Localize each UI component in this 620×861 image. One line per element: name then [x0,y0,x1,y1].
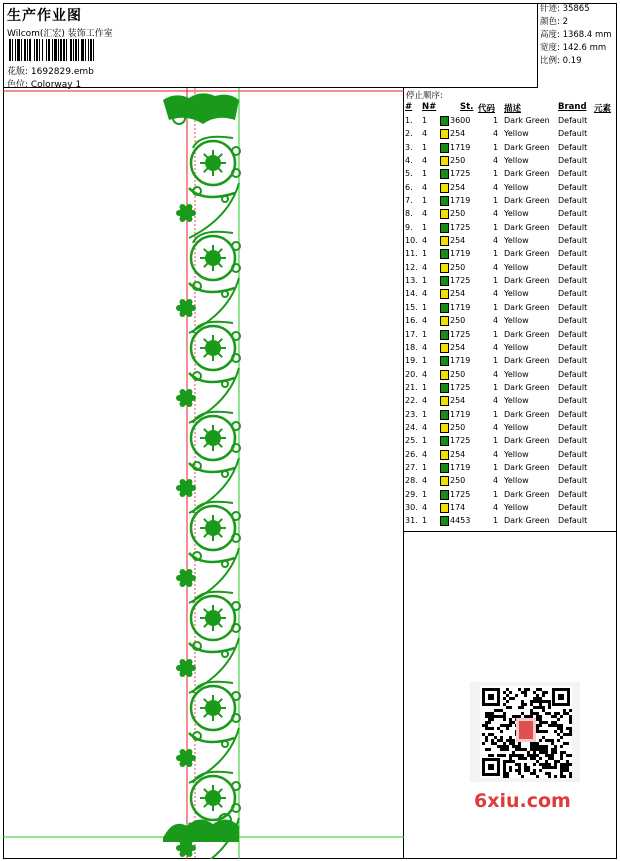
row-needle: 1 [422,516,428,526]
stop-list-row [404,502,617,515]
row-needle: 1 [422,222,428,232]
row-code: 1 [493,356,499,366]
row-desc: Dark Green [504,142,550,152]
color-swatch [440,143,449,153]
row-code: 4 [493,369,499,379]
row-num: 10. [405,236,418,246]
stop-list [404,88,617,532]
row-code: 4 [493,316,499,326]
row-brand: Default [558,462,588,472]
row-brand: Default [558,156,588,166]
row-needle: 4 [422,422,428,432]
color-swatch [440,356,449,366]
stop-list-row [404,155,617,168]
row-brand: Default [558,502,588,512]
row-brand: Default [558,276,588,286]
row-num: 8. [405,209,413,219]
header-panel [3,3,538,88]
row-stitches: 254 [450,129,466,139]
row-stitches: 1719 [450,196,471,206]
row-brand: Default [558,382,588,392]
color-swatch [440,289,449,299]
row-code: 4 [493,396,499,406]
row-stitches: 1719 [450,462,471,472]
col-element: 元素 [594,104,612,114]
row-desc: Yellow [504,182,529,192]
color-swatch [440,450,449,460]
row-num: 9. [405,222,413,232]
stop-list-row [404,409,617,422]
row-stitches: 3600 [450,116,471,125]
row-needle: 1 [422,436,428,446]
stats-panel [538,3,617,88]
row-brand: Default [558,289,588,299]
stop-list-row [404,302,617,315]
col-code: 代码 [478,104,496,114]
row-needle: 4 [422,342,428,352]
colorway-label: 色位: Colorway 1 [7,80,82,90]
row-num: 25. [405,436,418,446]
row-code: 4 [493,422,499,432]
row-desc: Yellow [504,236,529,246]
stop-list-row [404,128,617,141]
color-swatch [440,476,449,486]
stop-list-row [404,168,617,181]
row-desc: Yellow [504,396,529,406]
color-swatch [440,116,449,126]
row-num: 27. [405,462,418,472]
color-swatch [440,303,449,313]
row-desc: Dark Green [504,516,550,526]
row-stitches: 254 [450,449,466,459]
barcode [9,39,143,61]
row-stitches: 4453 [450,516,471,526]
row-num: 17. [405,329,418,339]
row-num: 3. [405,142,413,152]
color-swatch [440,316,449,326]
stop-list-row [404,355,617,368]
row-num: 2. [405,129,413,139]
row-stitches: 1719 [450,142,471,152]
design-file-label: 花版: 1692829.emb [7,67,94,77]
page-title: 生产作业图 [7,8,82,24]
row-stitches: 254 [450,236,466,246]
design-preview [3,88,404,859]
row-stitches: 1725 [450,329,471,339]
row-needle: 1 [422,196,428,206]
row-num: 11. [405,249,418,259]
row-brand: Default [558,489,588,499]
stop-list-row [404,515,617,528]
row-code: 1 [493,489,499,499]
stop-list-row [404,369,617,382]
stop-list-row [404,342,617,355]
row-stitches: 174 [450,502,466,512]
row-needle: 4 [422,236,428,246]
row-desc: Yellow [504,369,529,379]
row-code: 4 [493,236,499,246]
row-num: 20. [405,369,418,379]
row-desc: Yellow [504,422,529,432]
row-desc: Dark Green [504,302,550,312]
row-num: 6. [405,182,413,192]
color-swatch [440,463,449,473]
row-needle: 1 [422,409,428,419]
row-num: 13. [405,276,418,286]
row-desc: Yellow [504,342,529,352]
row-stitches: 1719 [450,249,471,259]
row-code: 1 [493,169,499,179]
color-swatch [440,236,449,246]
row-desc: Dark Green [504,249,550,259]
row-stitches: 250 [450,476,466,486]
color-swatch [440,249,449,259]
stop-list-row [404,329,617,342]
row-stitches: 254 [450,182,466,192]
row-code: 4 [493,449,499,459]
row-code: 1 [493,409,499,419]
row-brand: Default [558,129,588,139]
row-desc: Dark Green [504,382,550,392]
row-brand: Default [558,409,588,419]
row-code: 1 [493,436,499,446]
row-needle: 1 [422,249,428,259]
color-swatch [440,370,449,380]
row-brand: Default [558,449,588,459]
row-code: 4 [493,476,499,486]
row-num: 28. [405,476,418,486]
row-code: 1 [493,516,499,526]
row-brand: Default [558,422,588,432]
row-brand: Default [558,476,588,486]
color-swatch [440,263,449,273]
row-desc: Dark Green [504,436,550,446]
stop-list-row [404,288,617,301]
row-desc: Dark Green [504,462,550,472]
row-desc: Dark Green [504,116,550,125]
color-swatch [440,503,449,513]
row-stitches: 254 [450,289,466,299]
stop-list-row [404,275,617,288]
row-needle: 4 [422,369,428,379]
row-desc: Dark Green [504,196,550,206]
row-needle: 4 [422,129,428,139]
stop-list-row [404,475,617,488]
embroidery-design [3,88,404,859]
row-code: 1 [493,462,499,472]
row-brand: Default [558,436,588,446]
row-desc: Yellow [504,502,529,512]
color-swatch [440,209,449,219]
row-stitches: 1725 [450,489,471,499]
row-needle: 1 [422,302,428,312]
row-brand: Default [558,316,588,326]
row-desc: Dark Green [504,276,550,286]
row-brand: Default [558,116,588,125]
row-needle: 4 [422,209,428,219]
row-needle: 4 [422,182,428,192]
stop-list-row [404,315,617,328]
row-brand: Default [558,182,588,192]
row-stitches: 1725 [450,382,471,392]
col-desc: 描述 [504,104,522,114]
stat-width: 宽度: 142.6 mm [540,43,607,53]
row-code: 1 [493,382,499,392]
row-brand: Default [558,169,588,179]
stop-list-row [404,422,617,435]
row-desc: Yellow [504,449,529,459]
row-code: 1 [493,249,499,259]
row-brand: Default [558,396,588,406]
row-stitches: 250 [450,209,466,219]
col-num: # [405,102,413,112]
row-num: 23. [405,409,418,419]
row-num: 31. [405,516,418,526]
row-desc: Yellow [504,289,529,299]
row-needle: 1 [422,489,428,499]
row-needle: 1 [422,329,428,339]
color-swatch [440,223,449,233]
qr-code [470,682,580,782]
stop-list-row [404,142,617,155]
row-code: 4 [493,342,499,352]
color-swatch [440,343,449,353]
stop-list-row [404,462,617,475]
row-stitches: 1719 [450,409,471,419]
row-num: 7. [405,196,413,206]
row-stitches: 250 [450,369,466,379]
stat-scale: 比例: 0.19 [540,56,582,66]
stop-list-header [404,102,617,114]
stat-stitches: 针迹: 35865 [540,4,590,14]
row-desc: Dark Green [504,169,550,179]
row-code: 4 [493,156,499,166]
row-desc: Dark Green [504,356,550,366]
row-needle: 4 [422,156,428,166]
row-desc: Yellow [504,209,529,219]
row-needle: 4 [422,289,428,299]
row-code: 1 [493,116,499,125]
lace-pattern [163,93,240,859]
row-needle: 1 [422,356,428,366]
row-brand: Default [558,342,588,352]
col-brand: Brand [558,102,587,112]
row-desc: Yellow [504,129,529,139]
row-num: 5. [405,169,413,179]
color-swatch [440,129,449,139]
row-needle: 4 [422,316,428,326]
row-desc: Yellow [504,316,529,326]
row-desc: Yellow [504,262,529,272]
row-stitches: 254 [450,342,466,352]
row-brand: Default [558,196,588,206]
row-stitches: 250 [450,262,466,272]
row-code: 4 [493,502,499,512]
stop-list-row [404,115,617,128]
stop-list-rows [404,115,617,529]
row-needle: 1 [422,169,428,179]
color-swatch [440,383,449,393]
row-num: 22. [405,396,418,406]
stop-list-row [404,449,617,462]
row-num: 21. [405,382,418,392]
color-swatch [440,423,449,433]
stop-list-row [404,435,617,448]
stop-list-row [404,235,617,248]
color-swatch [440,169,449,179]
row-desc: Dark Green [504,329,550,339]
color-swatch [440,196,449,206]
row-desc: Dark Green [504,409,550,419]
row-code: 1 [493,142,499,152]
stat-height: 高度: 1368.4 mm [540,30,612,40]
row-code: 1 [493,276,499,286]
row-code: 4 [493,129,499,139]
row-num: 19. [405,356,418,366]
row-stitches: 1719 [450,356,471,366]
row-needle: 1 [422,382,428,392]
row-needle: 1 [422,116,428,125]
row-stitches: 1725 [450,222,471,232]
row-desc: Yellow [504,476,529,486]
stop-list-title: 停止顺序: [406,91,443,101]
row-desc: Yellow [504,156,529,166]
row-brand: Default [558,142,588,152]
row-brand: Default [558,329,588,339]
row-code: 1 [493,302,499,312]
stop-list-row [404,222,617,235]
stop-list-row [404,208,617,221]
row-brand: Default [558,262,588,272]
color-swatch [440,396,449,406]
row-needle: 4 [422,262,428,272]
color-swatch [440,276,449,286]
row-num: 4. [405,156,413,166]
watermark-logo: 6xiu.com [474,790,571,812]
row-num: 16. [405,316,418,326]
color-swatch [440,410,449,420]
color-swatch [440,156,449,166]
row-num: 18. [405,342,418,352]
row-num: 1. [405,116,413,125]
color-swatch [440,330,449,340]
row-code: 4 [493,289,499,299]
stop-list-row [404,248,617,261]
row-num: 30. [405,502,418,512]
stop-list-row [404,382,617,395]
row-stitches: 1725 [450,169,471,179]
row-num: 29. [405,489,418,499]
company-name: Wilcom(汇宏) 装饰工作室 [7,29,113,39]
stop-list-row [404,262,617,275]
row-brand: Default [558,369,588,379]
row-num: 24. [405,422,418,432]
row-stitches: 250 [450,316,466,326]
color-swatch [440,490,449,500]
row-num: 14. [405,289,418,299]
row-stitches: 250 [450,156,466,166]
row-stitches: 254 [450,396,466,406]
stat-colors: 颜色: 2 [540,17,568,27]
color-swatch [440,436,449,446]
row-brand: Default [558,236,588,246]
col-stitches: St. [460,102,474,112]
color-swatch [440,516,449,526]
stop-list-row [404,395,617,408]
row-brand: Default [558,209,588,219]
row-code: 1 [493,196,499,206]
row-stitches: 1719 [450,302,471,312]
col-needle: N# [422,102,437,112]
row-needle: 1 [422,462,428,472]
stop-list-row [404,195,617,208]
row-needle: 1 [422,142,428,152]
row-code: 1 [493,329,499,339]
row-brand: Default [558,249,588,259]
row-num: 26. [405,449,418,459]
row-num: 12. [405,262,418,272]
row-brand: Default [558,356,588,366]
row-needle: 1 [422,276,428,286]
row-brand: Default [558,516,588,526]
row-code: 4 [493,262,499,272]
row-desc: Dark Green [504,222,550,232]
row-stitches: 250 [450,422,466,432]
row-needle: 4 [422,476,428,486]
row-brand: Default [558,222,588,232]
row-needle: 4 [422,502,428,512]
row-code: 1 [493,222,499,232]
row-num: 15. [405,302,418,312]
stop-list-row [404,182,617,195]
row-code: 4 [493,182,499,192]
color-swatch [440,183,449,193]
row-stitches: 1725 [450,276,471,286]
stop-list-row [404,489,617,502]
row-needle: 4 [422,449,428,459]
row-brand: Default [558,302,588,312]
row-desc: Dark Green [504,489,550,499]
row-stitches: 1725 [450,436,471,446]
row-needle: 4 [422,396,428,406]
row-code: 4 [493,209,499,219]
